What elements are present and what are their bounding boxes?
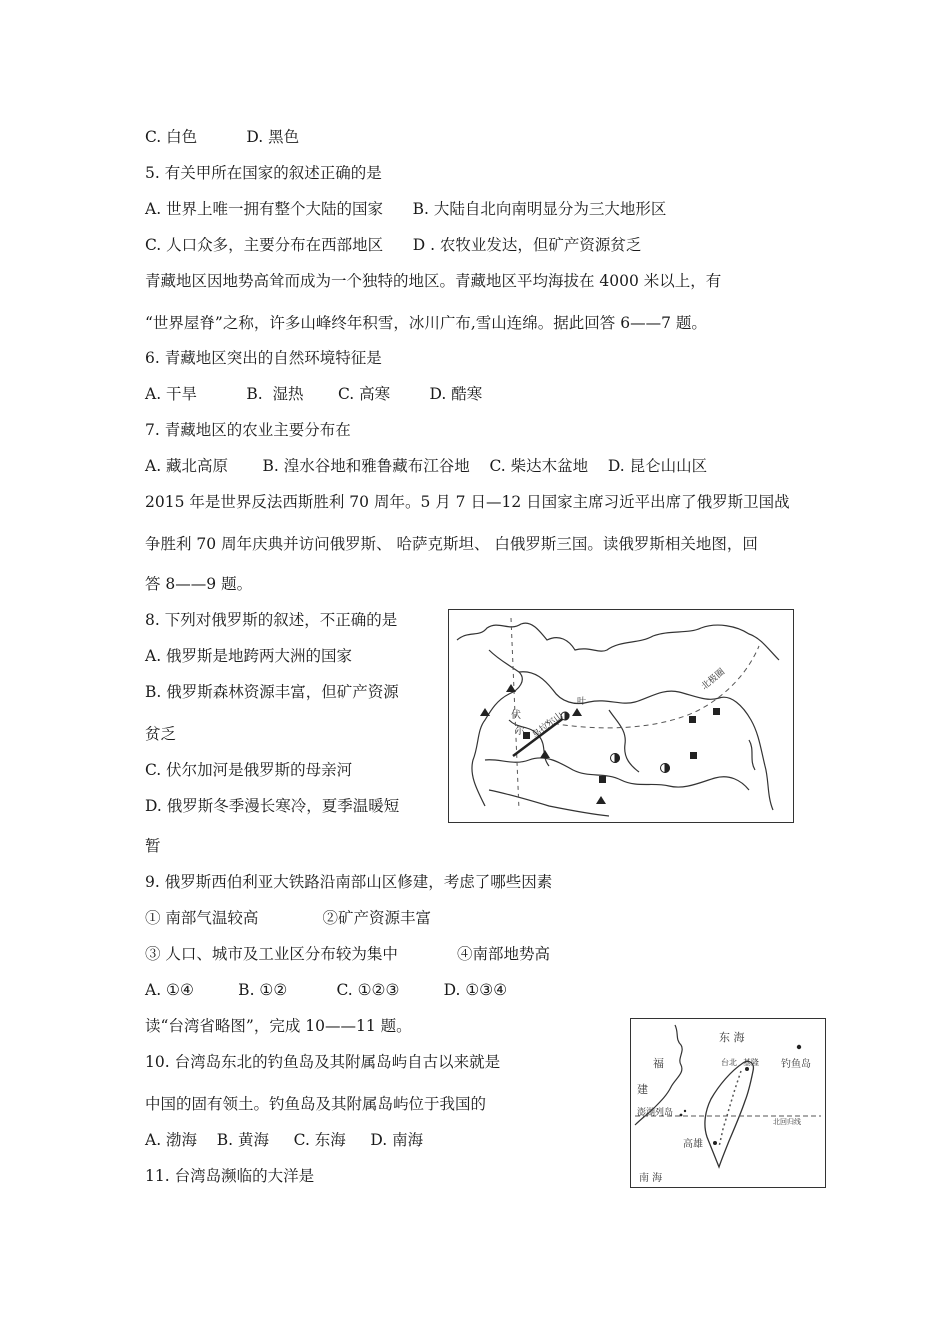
question-9: 9. 俄罗斯西伯利亚大铁路沿南部山区修建，考虑了哪些因素 (145, 873, 553, 891)
text-line: ① 南部气温较高 ②矿产资源丰富 (145, 909, 431, 927)
ural-mountains-label: 乌拉尔山 (530, 710, 566, 741)
text-line: “世界屋脊”之称，许多山峰终年积雪，冰川广布,雪山连绵。据此回答 6——7 题。 (145, 314, 707, 332)
diaoyu-island-label: 钓鱼岛 (781, 1059, 811, 1070)
kaohsiung-label: 高雄 (683, 1139, 703, 1150)
fujian-label-1: 福 (653, 1057, 664, 1070)
fujian-label-2: 建 (637, 1083, 648, 1096)
text-line: A. 干旱 B. 湿热 C. 高寒 D. 酷寒 (145, 385, 483, 403)
taipei-label: 台北 (721, 1058, 737, 1067)
text-line: C. 人口众多，主要分布在西部地区 D . 农牧业发达，但矿产资源贫乏 (145, 236, 642, 254)
russia-map-drawing (449, 610, 793, 822)
volga-label-2: 尔 (515, 726, 525, 737)
keelung-label: 基隆 (743, 1058, 759, 1067)
question-6: 6. 青藏地区突出的自然环境特征是 (145, 349, 382, 367)
text-line: A. 俄罗斯是地跨两大洲的国家 (145, 647, 353, 665)
text-line: 2015 年是世界反法西斯胜利 70 周年。5 月 7 日—12 日国家主席习近平出席了俄罗斯卫国战 (145, 493, 790, 511)
text-line: 暂 (145, 837, 161, 855)
taiwan-map (630, 1018, 826, 1188)
text-line: B. 俄罗斯森林资源丰富，但矿产资源 (145, 683, 399, 701)
text-line: A. 渤海 B. 黄海 C. 东海 D. 南海 (145, 1131, 424, 1149)
text-line: A. ①④ B. ①② C. ①②③ D. ①③④ (145, 981, 508, 999)
text-line: A. 世界上唯一拥有整个大陆的国家 B. 大陆自北向南明显分为三大地形区 (145, 200, 667, 218)
penghu-label: 澎湖列岛 (637, 1108, 674, 1118)
question-8: 8. 下列对俄罗斯的叙述，不正确的是 (145, 611, 398, 629)
text-line: 争胜利 70 周年庆典并访问俄罗斯、 哈萨克斯坦、 白俄罗斯三国。读俄罗斯相关地图，回 (145, 535, 758, 553)
text-line: 答 8——9 题。 (145, 575, 253, 593)
text-line: ③ 人口、城市及工业区分布较为集中 ④南部地势高 (145, 945, 551, 963)
text-line: 青藏地区因地势高耸而成为一个独特的地区。青藏地区平均海拔在 4000 米以上，有 (145, 272, 722, 290)
question-11: 11. 台湾岛濒临的大洋是 (145, 1167, 315, 1185)
text-line: D. 俄罗斯冬季漫长寒冷，夏季温暖短 (145, 797, 400, 815)
question-7: 7. 青藏地区的农业主要分布在 (145, 421, 351, 439)
russia-map (448, 609, 794, 823)
tropic-of-cancer-label: 北回归线 (773, 1118, 801, 1126)
text-line: 贫乏 (145, 725, 177, 743)
text-line: A. 藏北高原 B. 湟水谷地和雅鲁藏布江谷地 C. 柴达木盆地 D. 昆仑山山区 (145, 457, 708, 475)
east-china-sea-label: 东 海 (719, 1031, 745, 1044)
south-china-sea-label: 南 海 (639, 1173, 663, 1184)
volga-label-1: 伏 (511, 710, 521, 721)
question-5: 5. 有关甲所在国家的叙述正确的是 (145, 164, 382, 182)
text-line: 中国的固有领土。钓鱼岛及其附属岛屿位于我国的 (145, 1095, 487, 1113)
yenisei-label: 叶 (577, 697, 587, 707)
text-line: 读“台湾省略图”，完成 10——11 题。 (145, 1017, 412, 1035)
text-line: C. 白色 D. 黑色 (145, 128, 300, 146)
arctic-circle-label: 北极圈 (699, 667, 728, 693)
text-line: C. 伏尔加河是俄罗斯的母亲河 (145, 761, 353, 779)
question-10: 10. 台湾岛东北的钓鱼岛及其附属岛屿自古以来就是 (145, 1053, 501, 1071)
